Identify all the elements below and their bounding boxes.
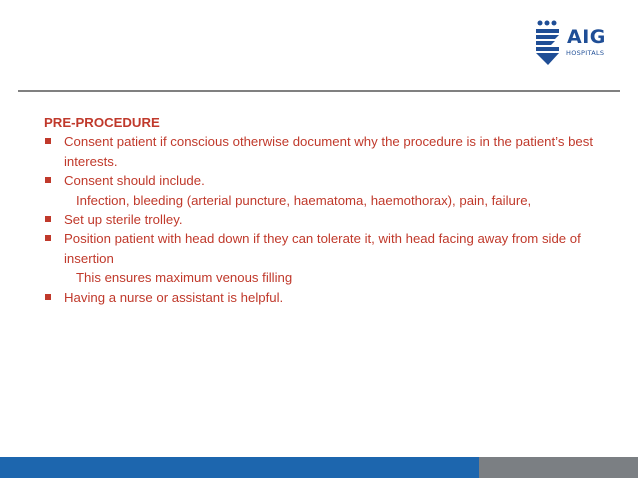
bullet-text: Set up sterile trolley. [64,212,183,228]
logo-subtitle: HOSPITALS [566,49,605,57]
section-heading: PRE-PROCEDURE [44,115,160,130]
bullet-item [44,288,604,307]
bullet-subtext: This ensures maximum venous filling [76,270,293,286]
bullet-square-icon [45,177,51,183]
bullet-item [44,210,604,229]
bullet-list [44,132,604,307]
bullet-square-icon [45,216,51,222]
bullet-text: Position patient with head down if they can tolerate it, with head facing away from side of insertion [64,231,581,266]
logo-wordmark: AIG [567,26,606,48]
bullet-text: Consent should include. [64,173,205,189]
bullet-subtext: Infection, bleeding (arterial puncture, haematoma, haemothorax), pain, failure, [76,192,532,208]
bullet-item [44,229,604,287]
footer-bar-blue [0,457,479,478]
header-divider [18,90,620,92]
bullet-item [44,171,604,210]
bullet-item [44,132,604,171]
footer-bar-gray [479,457,638,478]
bullet-text: Consent patient if conscious otherwise document why the procedure is in the patient’s best interests. [64,134,594,169]
bullet-square-icon [45,294,51,300]
bullet-square-icon [45,235,51,241]
bullet-text: Having a nurse or assistant is helpful. [64,289,284,305]
bullet-square-icon [45,138,51,144]
slide-content [44,113,604,307]
